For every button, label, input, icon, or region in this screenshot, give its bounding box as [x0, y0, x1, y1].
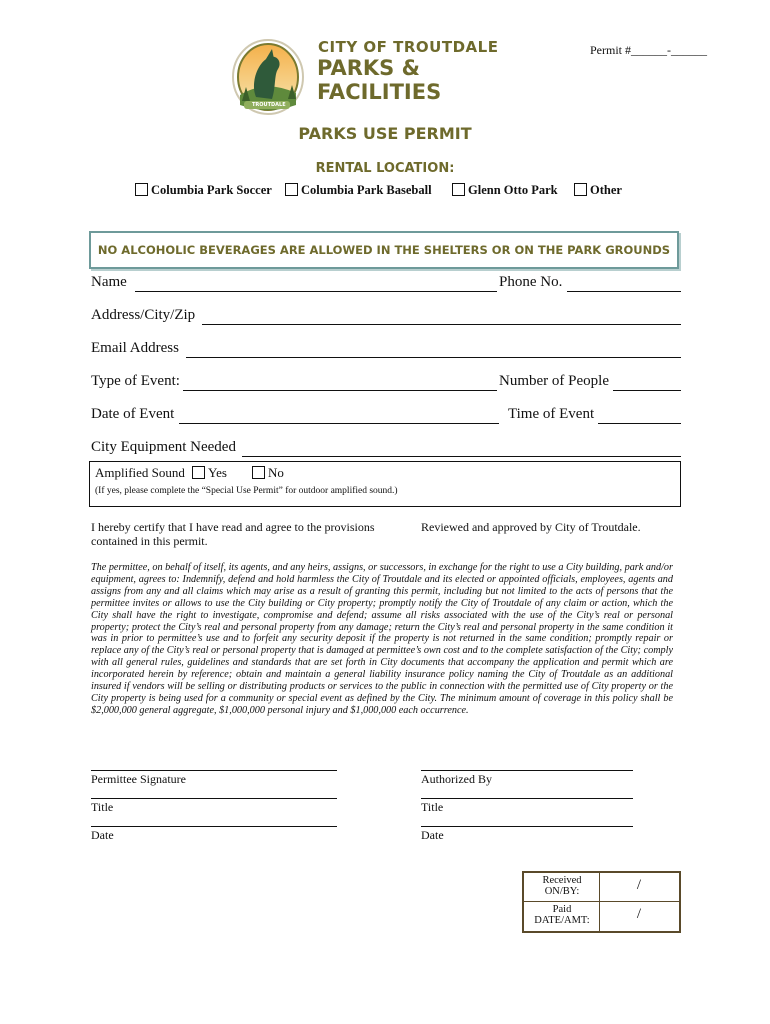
event-date-input[interactable] [179, 423, 499, 424]
alcohol-notice-box [89, 231, 679, 269]
event-time-label: Time of Event [508, 406, 595, 422]
office-box-divider [524, 901, 679, 902]
num-people-label: Number of People [499, 373, 609, 389]
brand-facilities: FACILITIES [317, 80, 442, 104]
authorized-by-line[interactable] [421, 770, 633, 771]
checkbox[interactable] [252, 466, 265, 479]
phone-input[interactable] [567, 291, 681, 292]
checkbox[interactable] [452, 183, 465, 196]
event-type-label: Type of Event: [91, 373, 180, 389]
address-label: Address/City/Zip [91, 307, 196, 323]
email-input[interactable] [186, 357, 681, 358]
certify-text: I hereby certify that I have read and agree to the provisions contained in this permit. [91, 520, 375, 548]
rental-option-columbia-soccer[interactable]: Columbia Park Soccer [135, 183, 272, 198]
name-label: Name [91, 274, 127, 290]
reviewed-text: Reviewed and approved by City of Troutdale. [421, 520, 641, 534]
amplified-yes-option[interactable]: Yes [192, 465, 227, 481]
rental-option-glenn-otto[interactable]: Glenn Otto Park [452, 183, 558, 198]
permittee-date-line[interactable] [91, 826, 337, 827]
checkbox[interactable] [285, 183, 298, 196]
address-input[interactable] [202, 324, 681, 325]
received-label: Received ON/BY: [542, 875, 582, 897]
indemnity-paragraph: The permittee, on behalf of itself, its agents, and any heirs, assigns, or successors, in exchange for the right to use a City building, park and/or equipment, agrees to: Indemnify, defend and hold harmless the City of Troutdale and its elected or appointed officials, employees, agents and assigns from any and all claims which may arise as a result of granting this permit, including but not limited to the acts of persons that the permittee invites or allows to use the City building or City property; promptly notify the City of Troutdale of any claim or action, which the City shall have the right to investigate, compromise and defend; assume all risks associated with the use of the City’s real or personal property; protect the City’s real and personal property from any damage; return the City’s real and personal property in the same condition it was in prior to permittee’s use and to forfeit any security deposit if the property is not returned in the same condition; promptly repair or replace any of the City’s real or personal property that is damaged at permittee’s own cost and to the complete satisfaction of the City; comply with all general rules, guidelines and standards that are set forth in City documents that accompany the application and permit which are incorporated herein by reference; obtain and maintain a general liability insurance policy naming the City of Troutdale as an additional insured if vendors will be selling or distributing products or services to the public in connection with the permitted use of City property or the City property is being used for a community or special event as defined by the City. The minimum amount of coverage in this policy shall be $2,000,000 general aggregate, $1,000,000 personal injury and $1,000,000 each occurrence. [91, 562, 673, 716]
amplified-note: (If yes, please complete the “Special Use Permit” for outdoor amplified sound.) [95, 486, 398, 496]
brand-city: CITY OF TROUTDALE [318, 38, 499, 56]
phone-label: Phone No. [499, 274, 563, 290]
page-title: PARKS USE PERMIT [298, 124, 472, 143]
permittee-signature-label: Permittee Signature [91, 772, 186, 786]
office-use-box [522, 871, 681, 933]
rental-option-columbia-baseball[interactable]: Columbia Park Baseball [285, 183, 432, 198]
logo-ribbon-text: TROUTDALE [252, 102, 286, 108]
paid-value[interactable]: / [636, 906, 642, 922]
received-value[interactable]: / [636, 877, 642, 893]
equipment-input[interactable] [242, 456, 681, 457]
permittee-date-label: Date [91, 828, 114, 842]
permit-number: Permit #______-______ [590, 43, 707, 57]
email-label: Email Address [91, 340, 179, 356]
authorized-date-label: Date [421, 828, 444, 842]
permittee-title-label: Title [91, 800, 114, 814]
num-people-input[interactable] [613, 390, 681, 391]
alcohol-notice: NO ALCOHOLIC BEVERAGES ARE ALLOWED IN THE SHELTERS OR ON THE PARK GROUNDS [97, 243, 671, 257]
permittee-signature-line[interactable] [91, 770, 337, 771]
authorized-by-label: Authorized By [421, 772, 492, 786]
event-date-label: Date of Event [91, 406, 175, 422]
authorized-date-line[interactable] [421, 826, 633, 827]
authorized-title-label: Title [421, 800, 444, 814]
event-type-input[interactable] [183, 390, 497, 391]
permittee-title-line[interactable] [91, 798, 337, 799]
checkbox[interactable] [135, 183, 148, 196]
city-logo [226, 35, 306, 117]
paid-label: Paid DATE/AMT: [534, 904, 590, 926]
equipment-label: City Equipment Needed [91, 439, 236, 455]
checkbox[interactable] [574, 183, 587, 196]
rental-heading: RENTAL LOCATION: [315, 161, 455, 176]
name-input[interactable] [135, 291, 497, 292]
amplified-sound-label: Amplified Sound [95, 465, 185, 480]
authorized-title-line[interactable] [421, 798, 633, 799]
amplified-no-option[interactable]: No [252, 465, 284, 481]
event-time-input[interactable] [598, 423, 681, 424]
rental-option-other[interactable]: Other [574, 183, 622, 198]
brand-parks: PARKS & [317, 56, 420, 80]
checkbox[interactable] [192, 466, 205, 479]
